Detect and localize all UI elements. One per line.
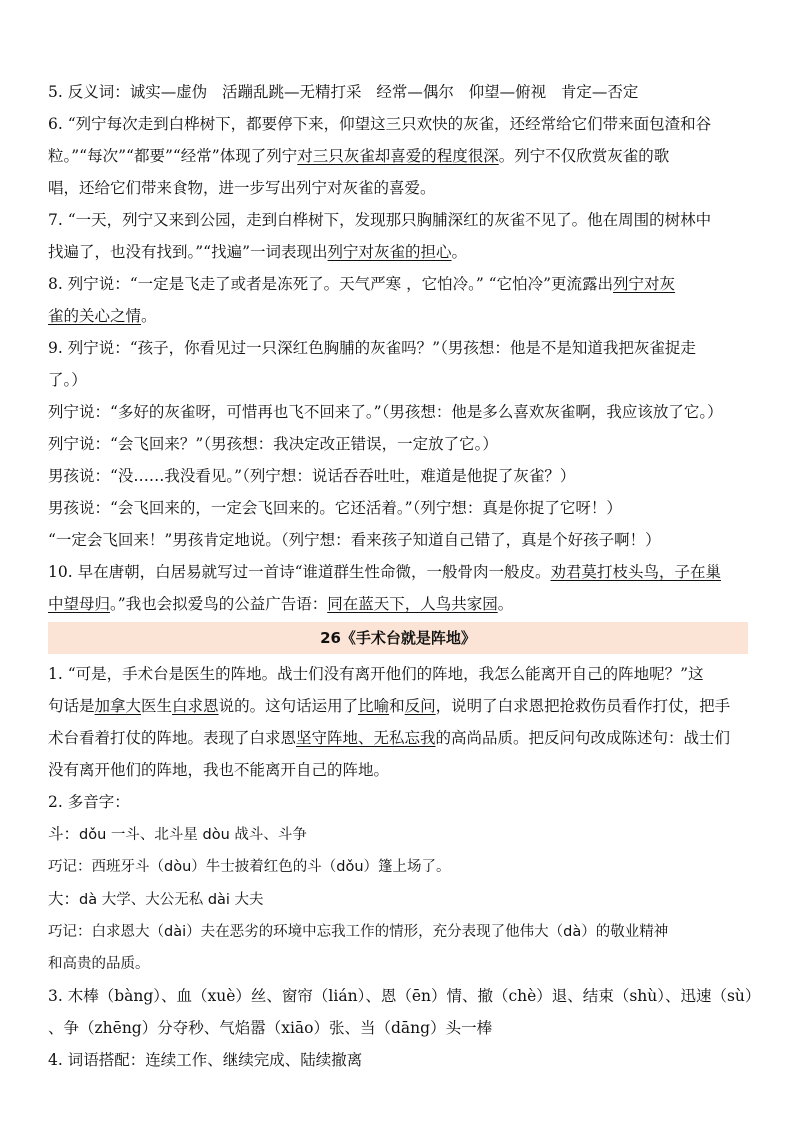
dialogue-line: “一定会飞回来！”男孩肯定地说。（列宁想：看来孩子知道自己错了，真是个好孩子啊！） [48, 531, 661, 549]
antonym-pair: 活蹦乱跳—无精打采 [222, 83, 362, 101]
text-run: 。列宁不仅欣赏灰雀的歌 [498, 147, 670, 165]
answer-underline: 列宁对灰雀的担心 [327, 243, 452, 261]
answer-underline: 列宁对灰 [613, 275, 676, 293]
answer-underline: 同在蓝天下，人鸟共家园 [327, 595, 498, 613]
answer-underline: 坚守阵地、无私忘我 [296, 729, 436, 747]
antonym-pair: 肯定—否定 [560, 83, 639, 101]
item-7-line-1: 7. “一天，列宁又来到公园，走到白桦树下，发现那只胸脯深红的灰雀不见了。他在周围的树林中 [48, 211, 712, 229]
readings: dà 大学、大公无私 dài 大夫 [79, 892, 264, 908]
answer-underline: 反问 [404, 697, 436, 715]
antonym-pair: 诚实—虚伪 [129, 83, 208, 101]
lesson-item-1-line-2 [48, 690, 748, 722]
text-run: 的高尚品质。把反问句改成陈述句：战士们 [435, 729, 731, 747]
lesson-item-1-line-4: 没有离开他们的阵地，我也不能离开自己的阵地。 [48, 761, 390, 779]
mnemonic-da-line-1: 巧记：白求恩大（dài）夫在恶劣的环境中忘我工作的情形，充分表现了他伟大（dà）的敬业精神 [48, 924, 669, 940]
answer-underline: 对三只灰雀却喜爱的程度很深 [297, 147, 499, 165]
text-run: 术台看着打仗的阵地。表现了白求恩 [48, 729, 297, 747]
item-10-line-1 [48, 556, 748, 588]
item-6-line-1: 6. “列宁每次走到白桦树下，都要停下来，仰望这三只欢快的灰雀，还经常给它们带来面包渣和谷 [48, 115, 712, 133]
readings: dǒu 一斗、北斗星 dòu 战斗、斗争 [79, 827, 307, 843]
text-run: 。 [451, 243, 468, 261]
text-run: 粒。”“每次”“都要”“经常”体现了列宁 [48, 147, 298, 165]
mnemonic-da-line-2: 和高贵的品质。 [48, 956, 150, 972]
antonym-pair: 经常—偶尔 [376, 83, 454, 101]
lesson-item-1-line-3 [48, 722, 748, 754]
text-run: 说的。这句话运用了 [218, 697, 359, 715]
collocation-line: 4. 词语搭配：连续工作、继续完成、陆续撤离 [48, 1051, 363, 1069]
item-8-line-2 [48, 300, 748, 332]
text-run: 和 [389, 697, 405, 715]
char-head: 斗： [48, 825, 80, 843]
dialogue-line: 男孩说：“没……我没看见。”（列宁想：说话吞吞吐吐，难道是他捉了灰雀？） [48, 467, 576, 485]
mnemonic-dou: 巧记：西班牙斗（dòu）牛士披着红色的斗（dǒu）篷上场了。 [48, 859, 451, 875]
pinyin-line-2: 、争（zhēng）分夺秒、气焰嚣（xiāo）张、当（dāng）头一棒 [48, 1019, 493, 1037]
answer-underline: 劝君莫打枝头鸟，子在巢 [550, 563, 722, 581]
dialogue-line: 列宁说：“会飞回来？”（男孩想：我决定改正错误，一定放了它。） [48, 435, 498, 453]
text-run: 。 [497, 595, 514, 613]
answer-underline: 比喻 [358, 697, 390, 715]
polyphone-dou [48, 818, 748, 851]
dialogue-line: 男孩说：“会飞回来的，一定会飞回来的。它还活着。”（列宁想：真是你捉了它呀！） [48, 499, 622, 517]
polyphone-title: 2. 多音字： [48, 793, 130, 811]
char-head: 大： [48, 890, 80, 908]
text-run: 句话是 [48, 697, 95, 715]
pinyin-line-1: 3. 木棒（bàng）、血（xuè）丝、窗帘（lián）、恩（ēn）情、撤（chè）退、结束（shù）、迅速（sù） [48, 987, 761, 1005]
answer-underline: 中望母归 [48, 595, 111, 613]
item-6-line-3: 唱，还给它们带来食物，进一步写出列宁对灰雀的喜爱。 [48, 179, 436, 197]
lesson-title-banner [48, 622, 748, 654]
answer-underline: 加拿大 [94, 697, 142, 715]
text-run: 8. 列宁说：“一定是飞走了或者是冻死了。天气严寒 ，它怕冷。” “它怕冷”更流露出 [48, 275, 614, 293]
text-run: 10. 早在唐朝，白居易就写过一首诗“谁道群生性命微，一般骨肉一般皮。 [48, 563, 551, 581]
antonym-pair: 仰望—俯视 [468, 83, 547, 101]
polyphone-da [48, 883, 748, 916]
lesson-title: 26《手术台就是阵地》 [320, 629, 476, 647]
document-page [48, 76, 761, 1076]
item-9-line-1: 9. 列宁说：“孩子，你看见过一只深红色胸脯的灰雀吗？”（男孩想：他是不是知道我把灰雀捉走 [48, 339, 696, 357]
text-run: 。 [141, 307, 157, 325]
text-run: ，说明了白求恩把抢救伤员看作打仗，把手 [435, 697, 731, 715]
answer-underline: 白求恩 [172, 697, 219, 715]
dialogue-line: 列宁说：“多好的灰雀呀，可惜再也飞不回来了。”（男孩想：他是多么喜欢灰雀啊，我应该放了它。） [48, 403, 723, 421]
item-10-line-2 [48, 588, 748, 620]
text-run: 。”我也会拟爱鸟的公益广告语： [110, 595, 328, 613]
answer-underline: 雀的关心之情 [48, 307, 142, 325]
item-label: 5. 反义词： [48, 83, 130, 101]
text-run: 找遍了，也没有找到。”“找遍”一词表现出 [48, 243, 328, 261]
item-6-line-2 [48, 140, 748, 172]
item-9-line-2: 了。） [48, 371, 87, 389]
item-8-line-1 [48, 268, 748, 300]
text-run: 医生 [141, 697, 173, 715]
lesson-item-1-line-1: 1. “可是，手术台是医生的阵地。战士们没有离开他们的阵地，我怎么能离开自己的阵地呢？”这 [48, 665, 704, 683]
item-7-line-2 [48, 236, 748, 268]
antonyms-line [48, 76, 748, 108]
